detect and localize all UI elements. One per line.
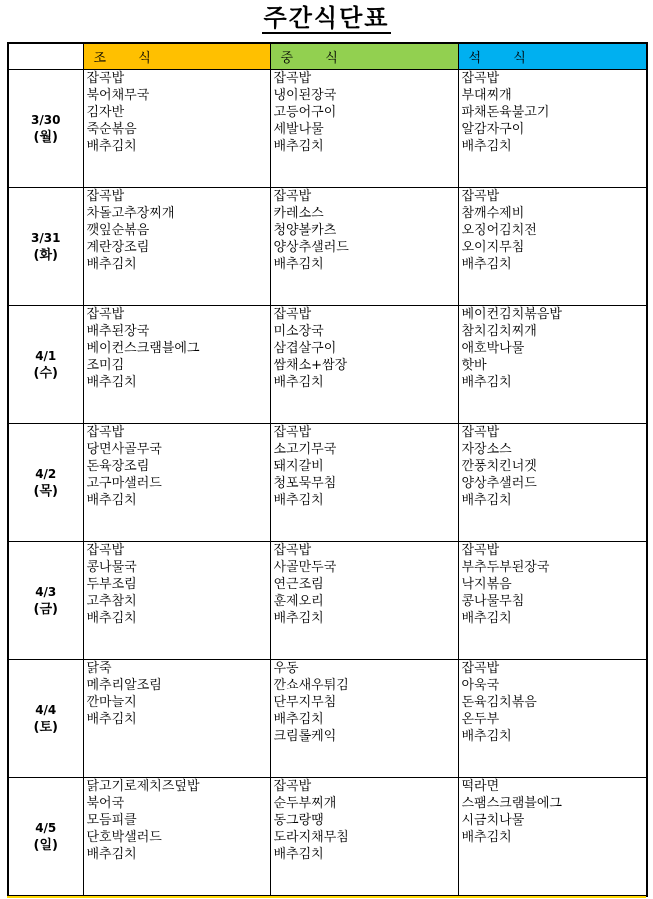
dinner-cell xyxy=(458,188,647,306)
date-cell xyxy=(8,778,83,897)
breakfast-list xyxy=(84,306,270,391)
day-of-week-label: (금) xyxy=(33,601,58,617)
lunch-cell xyxy=(270,306,458,424)
menu-item: 참깨수제비 xyxy=(461,206,525,221)
menu-item: 잡곡밥 xyxy=(461,425,500,440)
menu-item: 순두부찌개 xyxy=(273,796,337,811)
date-label: 4/2 xyxy=(35,466,57,481)
menu-item: 단호박샐러드 xyxy=(86,830,162,845)
menu-item: 배추김치 xyxy=(273,493,324,508)
day-row xyxy=(8,306,647,424)
lunch-cell xyxy=(270,188,458,306)
day-row xyxy=(8,542,647,660)
lunch-cell xyxy=(270,660,458,778)
header-breakfast: 조 식 xyxy=(83,43,270,70)
menu-item: 고추참치 xyxy=(86,594,137,609)
menu-item: 두부조림 xyxy=(86,577,137,592)
menu-item: 배추김치 xyxy=(273,611,324,626)
menu-item: 배추김치 xyxy=(273,847,324,862)
breakfast-list xyxy=(84,542,270,627)
menu-item: 베이컨스크램블에그 xyxy=(86,341,200,356)
menu-item: 배추김치 xyxy=(86,139,137,154)
weekly-menu-table xyxy=(7,42,648,897)
menu-item: 잡곡밥 xyxy=(273,307,312,322)
menu-item: 배추김치 xyxy=(461,729,512,744)
dinner-list xyxy=(459,188,647,273)
menu-item: 모듬피클 xyxy=(86,813,137,828)
menu-item: 깐마늘지 xyxy=(86,695,137,710)
menu-item: 파채돈육불고기 xyxy=(461,105,550,120)
menu-item: 잡곡밥 xyxy=(86,425,125,440)
dinner-list xyxy=(459,424,647,509)
menu-item: 크림롤케익 xyxy=(273,729,337,744)
menu-item: 도라지채무침 xyxy=(273,830,349,845)
date-cell xyxy=(8,542,83,660)
menu-item: 돼지갈비 xyxy=(273,459,324,474)
dinner-cell xyxy=(458,660,647,778)
menu-item: 잡곡밥 xyxy=(86,543,125,558)
menu-item: 돈육장조림 xyxy=(86,459,150,474)
title-area xyxy=(0,0,653,40)
menu-item: 양상추샐러드 xyxy=(461,476,537,491)
date-label: 3/31 xyxy=(31,230,61,245)
menu-item: 떡라면 xyxy=(461,779,500,794)
menu-item: 당면사골무국 xyxy=(86,442,162,457)
menu-item: 배추김치 xyxy=(461,830,512,845)
menu-item: 우동 xyxy=(273,661,299,676)
menu-item: 배추김치 xyxy=(86,257,137,272)
menu-item: 온두부 xyxy=(461,712,500,727)
breakfast-list xyxy=(84,424,270,509)
menu-item: 메추리알조림 xyxy=(86,678,162,693)
menu-item: 닭고기로제치즈덮밥 xyxy=(86,779,200,794)
day-of-week-label: (일) xyxy=(33,837,58,853)
menu-item: 소고기무국 xyxy=(273,442,337,457)
menu-item: 삼겹살구이 xyxy=(273,341,337,356)
menu-item: 배추김치 xyxy=(273,712,324,727)
breakfast-list xyxy=(84,660,270,728)
lunch-list xyxy=(271,424,458,509)
menu-item: 잡곡밥 xyxy=(86,71,125,86)
menu-item: 고등어구이 xyxy=(273,105,337,120)
dinner-list xyxy=(459,70,647,155)
menu-item: 배추김치 xyxy=(273,375,324,390)
menu-item: 핫바 xyxy=(461,358,487,373)
menu-item: 배추김치 xyxy=(86,493,137,508)
breakfast-list xyxy=(84,188,270,273)
menu-item: 계란장조림 xyxy=(86,240,150,255)
menu-item: 단무지무침 xyxy=(273,695,337,710)
menu-item: 배추김치 xyxy=(86,847,137,862)
lunch-cell xyxy=(270,778,458,897)
menu-item: 참치김치찌개 xyxy=(461,324,537,339)
day-of-week-label: (목) xyxy=(33,483,58,499)
menu-item: 배추김치 xyxy=(86,611,137,626)
menu-item: 깐풍치킨너겟 xyxy=(461,459,537,474)
day-of-week-label: (월) xyxy=(33,129,58,145)
menu-item: 잡곡밥 xyxy=(273,189,312,204)
menu-item: 북어채무국 xyxy=(86,88,150,103)
lunch-list xyxy=(271,660,458,745)
date-label: 4/4 xyxy=(35,702,57,717)
menu-item: 시금치나물 xyxy=(461,813,525,828)
header-lunch: 중 식 xyxy=(270,43,458,70)
day-of-week-label: (토) xyxy=(33,719,58,735)
menu-item: 알감자구이 xyxy=(461,122,525,137)
menu-item: 연근조림 xyxy=(273,577,324,592)
menu-item: 잡곡밥 xyxy=(273,425,312,440)
lunch-list xyxy=(271,778,458,863)
menu-item: 잡곡밥 xyxy=(461,661,500,676)
date-cell xyxy=(8,306,83,424)
menu-item: 잡곡밥 xyxy=(273,71,312,86)
date-cell xyxy=(8,188,83,306)
menu-item: 배추김치 xyxy=(461,611,512,626)
breakfast-list xyxy=(84,70,270,155)
menu-item: 죽순볶음 xyxy=(86,122,137,137)
menu-item: 고구마샐러드 xyxy=(86,476,162,491)
menu-item: 북어국 xyxy=(86,796,125,811)
lunch-list xyxy=(271,542,458,627)
breakfast-cell xyxy=(83,660,270,778)
lunch-list xyxy=(271,188,458,273)
day-row xyxy=(8,660,647,778)
menu-item: 쌈채소+쌈장 xyxy=(273,358,348,373)
lunch-cell xyxy=(270,542,458,660)
date-label: 4/5 xyxy=(35,820,57,835)
dinner-cell xyxy=(458,778,647,897)
menu-item: 닭죽 xyxy=(86,661,112,676)
date-cell xyxy=(8,660,83,778)
dinner-list xyxy=(459,778,647,846)
breakfast-cell xyxy=(83,70,270,188)
menu-item: 잡곡밥 xyxy=(461,543,500,558)
menu-item: 베이컨김치볶음밥 xyxy=(461,307,562,322)
breakfast-cell xyxy=(83,306,270,424)
menu-item: 콩나물국 xyxy=(86,560,137,575)
date-cell xyxy=(8,424,83,542)
menu-item: 배추김치 xyxy=(461,139,512,154)
menu-item: 아욱국 xyxy=(461,678,500,693)
menu-item: 잡곡밥 xyxy=(461,71,500,86)
menu-item: 잡곡밥 xyxy=(273,543,312,558)
menu-item: 동그랑땡 xyxy=(273,813,324,828)
breakfast-list xyxy=(84,778,270,863)
dinner-cell xyxy=(458,70,647,188)
bottom-accent-line xyxy=(7,896,646,898)
menu-body xyxy=(8,70,647,897)
menu-item: 돈육김치볶음 xyxy=(461,695,537,710)
dinner-list xyxy=(459,306,647,391)
menu-item: 배추김치 xyxy=(86,712,137,727)
lunch-list xyxy=(271,70,458,155)
dinner-cell xyxy=(458,306,647,424)
menu-item: 부추두부된장국 xyxy=(461,560,550,575)
menu-item: 잡곡밥 xyxy=(461,189,500,204)
menu-item: 잡곡밥 xyxy=(273,779,312,794)
menu-item: 사골만두국 xyxy=(273,560,337,575)
menu-item: 배추김치 xyxy=(461,375,512,390)
menu-item: 부대찌개 xyxy=(461,88,512,103)
day-row xyxy=(8,424,647,542)
menu-item: 잡곡밥 xyxy=(86,189,125,204)
menu-item: 콩나물무침 xyxy=(461,594,525,609)
menu-item: 깐쇼새우튀김 xyxy=(273,678,349,693)
breakfast-cell xyxy=(83,542,270,660)
menu-item: 훈제오리 xyxy=(273,594,324,609)
breakfast-cell xyxy=(83,778,270,897)
menu-item: 배추된장국 xyxy=(86,324,150,339)
menu-item: 자장소스 xyxy=(461,442,512,457)
day-of-week-label: (화) xyxy=(33,247,58,263)
header-row xyxy=(8,43,647,70)
menu-item: 차돌고추장찌개 xyxy=(86,206,175,221)
date-label: 4/1 xyxy=(35,348,57,363)
day-row xyxy=(8,70,647,188)
menu-item: 애호박나물 xyxy=(461,341,525,356)
breakfast-cell xyxy=(83,188,270,306)
page-title: 주간식단표 xyxy=(263,4,390,32)
date-label: 3/30 xyxy=(31,112,61,127)
menu-item: 배추김치 xyxy=(273,139,324,154)
menu-item: 배추김치 xyxy=(461,257,512,272)
menu-item: 미소장국 xyxy=(273,324,324,339)
day-row xyxy=(8,188,647,306)
dinner-list xyxy=(459,542,647,627)
menu-item: 냉이된장국 xyxy=(273,88,337,103)
menu-item: 배추김치 xyxy=(273,257,324,272)
menu-item: 잡곡밥 xyxy=(86,307,125,322)
menu-item: 배추김치 xyxy=(461,493,512,508)
menu-item: 카레소스 xyxy=(273,206,324,221)
menu-item: 김자반 xyxy=(86,105,125,120)
lunch-list xyxy=(271,306,458,391)
day-of-week-label: (수) xyxy=(33,365,58,381)
date-label: 4/3 xyxy=(35,584,57,599)
dinner-cell xyxy=(458,424,647,542)
dinner-list xyxy=(459,660,647,745)
menu-item: 세발나물 xyxy=(273,122,324,137)
header-blank xyxy=(8,43,83,70)
day-row xyxy=(8,778,647,897)
menu-item: 청포묵무침 xyxy=(273,476,337,491)
menu-item: 배추김치 xyxy=(86,375,137,390)
menu-item: 양상추샐러드 xyxy=(273,240,349,255)
lunch-cell xyxy=(270,70,458,188)
menu-item: 오이지무침 xyxy=(461,240,525,255)
lunch-cell xyxy=(270,424,458,542)
menu-item: 낙지볶음 xyxy=(461,577,512,592)
menu-item: 스팸스크램블에그 xyxy=(461,796,562,811)
menu-item: 청양볼카츠 xyxy=(273,223,337,238)
dinner-cell xyxy=(458,542,647,660)
header-dinner: 석 식 xyxy=(458,43,647,70)
breakfast-cell xyxy=(83,424,270,542)
menu-item: 오징어김치전 xyxy=(461,223,537,238)
menu-item: 조미김 xyxy=(86,358,125,373)
menu-item: 깻잎순볶음 xyxy=(86,223,150,238)
date-cell xyxy=(8,70,83,188)
